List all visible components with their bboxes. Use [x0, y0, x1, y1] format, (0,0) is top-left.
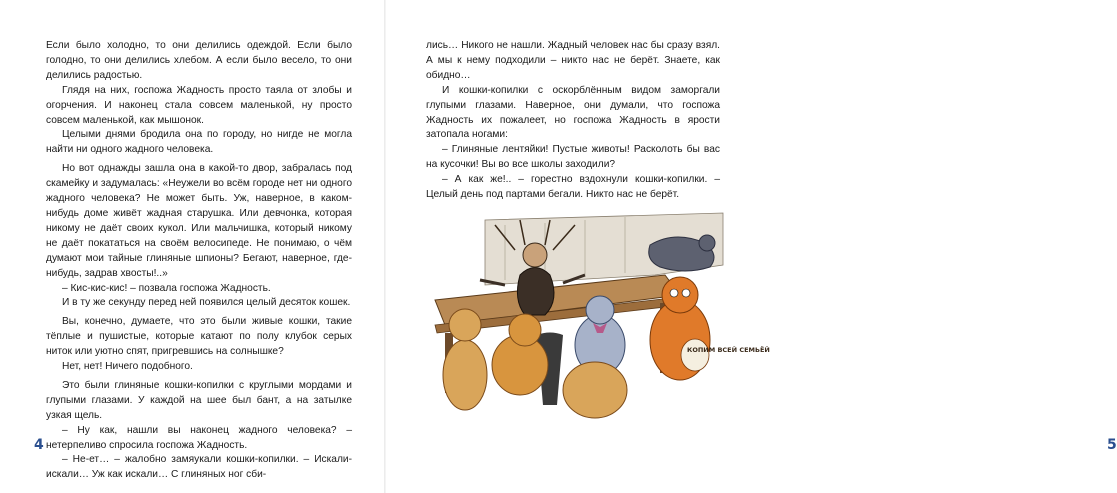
paragraph: Вы, конечно, думаете, что это были живые кошки, такие тёплые и пушистые, которые катают по полу клубок серых ниток или уютно спят, пригревшись на солнышке?: [46, 316, 352, 358]
right-page-text: [426, 39, 720, 203]
paragraph: – Не-ет… – жалобно замяукали кошки-копилки. – Искали-искали… Уж как искали… С глиняных ног сби-: [46, 454, 352, 481]
illustration-label: КОПИМ ВСЕЙ СЕМЬЁЙ: [687, 346, 770, 354]
paragraph: Глядя на них, госпожа Жадность просто таяла от злобы и огорчения. И наконец стала совсем маленькой, ну просто совсем маленькой, как мышонок.: [46, 84, 352, 126]
paragraph: лись… Никого не нашли. Жадный человек нас бы сразу взял. А мы к нему подходили – никто нас не берёт. Знаете, как обидно…: [426, 40, 720, 81]
illustration-cats-and-greed: [425, 205, 770, 425]
left-page-text: [46, 39, 352, 483]
page-number-right: 5: [1107, 437, 1117, 453]
paragraph: Нет, нет! Ничего подобного.: [62, 361, 193, 373]
paragraph: И кошки-копилки с оскорблённым видом заморгали глупыми глазами. Наверное, они думали, что госпожа Жадность их пожалеет, но госпожа Жадность в ярости затопала ногами:: [426, 84, 720, 141]
paragraph: И в ту же секунду перед ней появился целый десяток кошек.: [62, 297, 351, 309]
paragraph: – А как же!.. – горестно вздохнули кошки-копилки. – Целый день под партами бегали. Никто нас не берёт.: [426, 174, 720, 201]
paragraph: Но вот однажды зашла она в какой-то двор, забралась под скамейку и задумалась: «Неужели во всём городе нет ни одного жадного человека? Не может быть. Уж, наверное, в каком-нибудь доме живёт жадная старушка. Или девчонка, которая никому не даёт своих кукол. Или мальчишка, который никому не даёт покататься на своём велосипеде. Не понимаю, о чём думают мои тайные глиняные шпионы? Бегают, наверное, где-нибудь, задрав хвосты!..»: [46, 163, 352, 279]
paragraph: – Ну как, нашли вы наконец жадного человека? – нетерпеливо спросила госпожа Жадность.: [46, 424, 352, 451]
paragraph: Это были глиняные кошки-копилки с круглыми мордами и глупыми глазами. У каждой на шее был бант, а на затылке узкая щель.: [46, 379, 352, 421]
paragraph: – Глиняные лентяйки! Пустые животы! Расколоть бы вас на кусочки! Вы во все школы заходили?: [426, 144, 720, 171]
paragraph: Целыми днями бродила она по городу, но нигде не могла найти ни одного жадного человека.: [46, 129, 352, 156]
paragraph: – Кис-кис-кис! – позвала госпожа Жадность.: [62, 282, 271, 294]
paragraph: Если было холодно, то они делились одеждой. Если было голодно, то они делились хлебом. А если было весело, то они делились радостью.: [46, 40, 352, 81]
left-page: [0, 0, 385, 493]
page-number-left: 4: [34, 437, 44, 453]
